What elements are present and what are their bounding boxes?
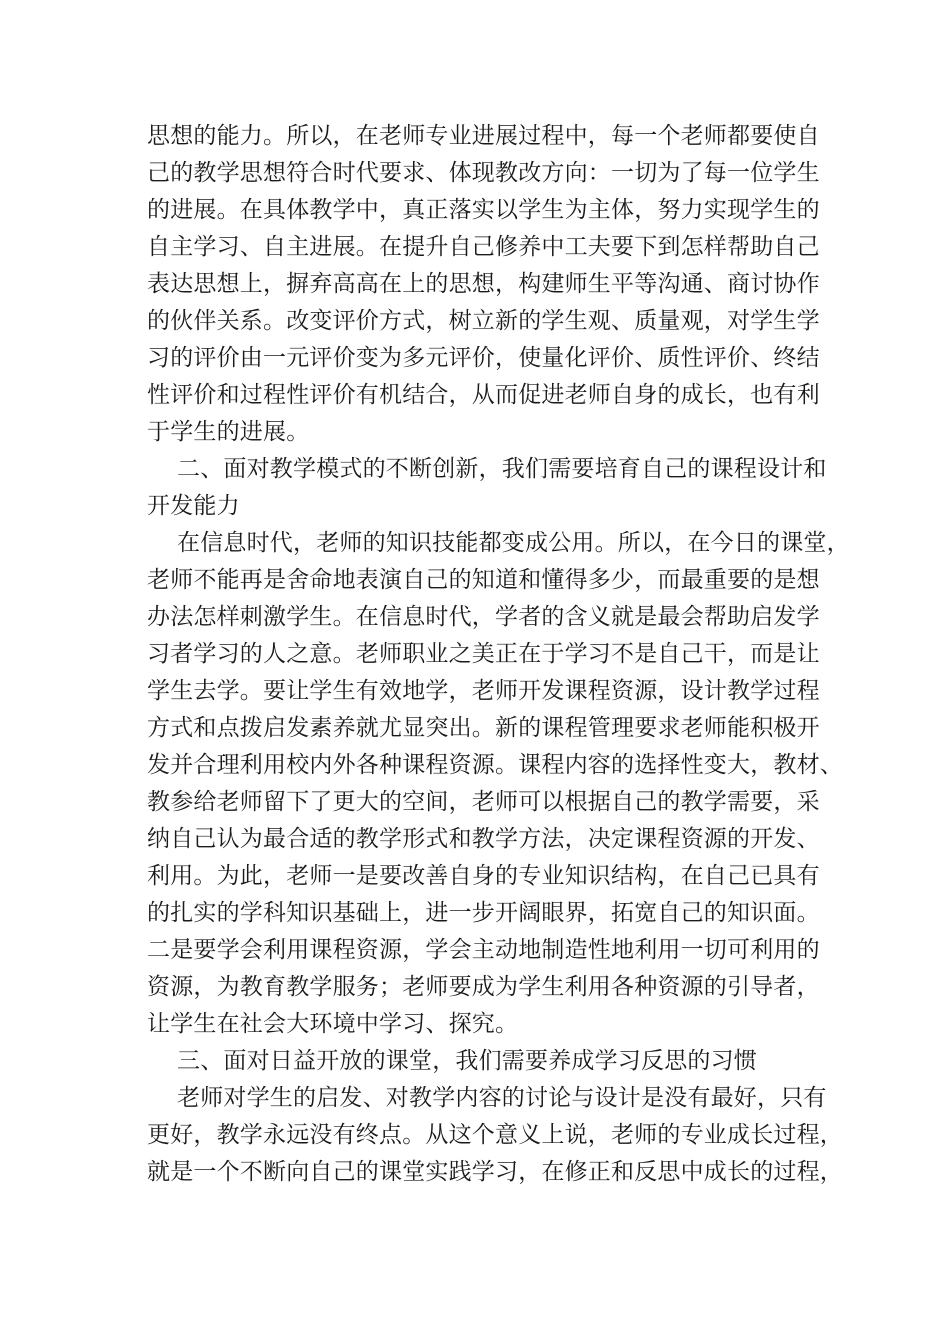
text-line: 习的评价由一元评价变为多元评价，使量化评价、质性评价、终结 (147, 345, 820, 371)
text-line: 在信息时代，老师的知识技能都变成公用。所以，在今日的课堂， (177, 530, 850, 556)
text-line: 己的教学思想符合时代要求、体现教改方向：一切为了每一位学生 (147, 160, 820, 186)
text-line: 让学生在社会大环境中学习、探究。 (147, 1011, 519, 1037)
body-text (147, 118, 850, 1191)
text-line: 教参给老师留下了更大的空间，老师可以根据自己的教学需要，采 (147, 789, 820, 815)
text-line: 的进展。在具体教学中，真正落实以学生为主体，努力实现学生的 (147, 197, 820, 223)
text-line: 的扎实的学科知识基础上，进一步开阔眼界，拓宽自己的知识面。 (147, 900, 820, 926)
text-line: 老师对学生的启发、对教学内容的讨论与设计是没有最好，只有 (177, 1085, 827, 1111)
text-line: 二、面对教学模式的不断创新，我们需要培育自己的课程设计和 (177, 456, 827, 482)
text-line: 于学生的进展。 (147, 419, 310, 445)
text-line: 三、面对日益开放的课堂，我们需要养成学习反思的习惯 (177, 1048, 757, 1074)
text-line: 办法怎样刺激学生。在信息时代，学者的含义就是最会帮助启发学 (147, 604, 820, 630)
text-line: 思想的能力。所以，在老师专业进展过程中，每一个老师都要使自 (147, 123, 820, 149)
text-line: 表达思想上，摒弃高高在上的思想，构建师生平等沟通、商讨协作 (147, 271, 820, 297)
text-line: 二是要学会利用课程资源，学会主动地制造性地利用一切可利用的 (147, 937, 820, 963)
text-line: 学生去学。要让学生有效地学，老师开发课程资源，设计教学过程 (147, 678, 820, 704)
text-line: 习者学习的人之意。老师职业之美正在于学习不是自己干，而是让 (147, 641, 820, 667)
text-line: 资源，为教育教学服务；老师要成为学生利用各种资源的引导者， (147, 974, 820, 1000)
text-line: 纳自己认为最合适的教学形式和教学方法，决定课程资源的开发、 (147, 826, 820, 852)
text-line: 的伙伴关系。改变评价方式，树立新的学生观、质量观，对学生学 (147, 308, 820, 334)
text-line: 更好，教学永远没有终点。从这个意义上说，老师的专业成长过程， (147, 1122, 843, 1148)
text-line: 性评价和过程性评价有机结合，从而促进老师自身的成长，也有利 (147, 382, 820, 408)
text-line: 开发能力 (147, 493, 240, 519)
text-line: 自主学习、自主进展。在提升自己修养中工夫要下到怎样帮助自己 (147, 234, 820, 260)
text-line: 就是一个不断向自己的课堂实践学习，在修正和反思中成长的过程， (147, 1159, 843, 1185)
text-line: 利用。为此，老师一是要改善自身的专业知识结构，在自己已具有 (147, 863, 820, 889)
text-line: 老师不能再是舍命地表演自己的知道和懂得多少，而最重要的是想 (147, 567, 820, 593)
text-line: 方式和点拨启发素养就尤显突出。新的课程管理要求老师能积极开 (147, 715, 820, 741)
text-line: 发并合理利用校内外各种课程资源。课程内容的选择性变大，教材、 (147, 752, 843, 778)
